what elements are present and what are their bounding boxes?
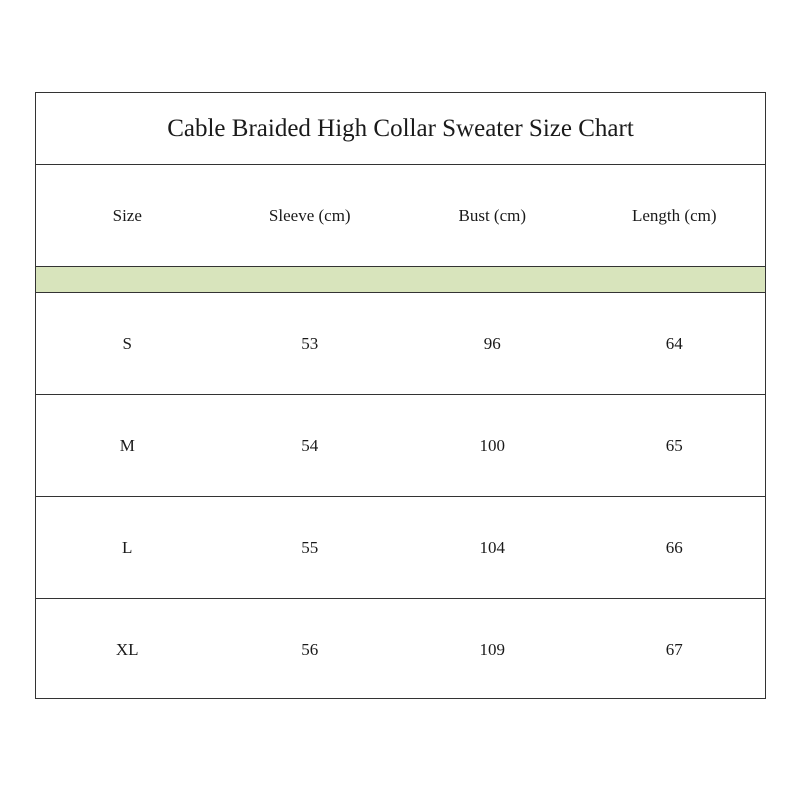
- length-cell: 65: [665, 435, 683, 455]
- sleeve-cell: 56: [301, 639, 319, 659]
- bust-cell: 96: [483, 333, 501, 353]
- bust-cell: 100: [479, 435, 505, 455]
- size-cell: M: [119, 435, 135, 455]
- table-row: [36, 395, 765, 497]
- table-row: [36, 599, 765, 700]
- header-length: Length (cm): [632, 205, 717, 225]
- sleeve-cell: 53: [301, 333, 319, 353]
- length-cell: 66: [665, 537, 683, 557]
- length-cell: 67: [665, 639, 683, 659]
- table-row: [36, 293, 765, 395]
- table-row: [36, 497, 765, 599]
- header-row: [36, 165, 765, 267]
- header-bust: Bust (cm): [458, 205, 527, 225]
- size-cell: S: [122, 333, 132, 353]
- size-cell: XL: [115, 639, 139, 659]
- bust-cell: 109: [479, 639, 505, 659]
- length-cell: 64: [665, 333, 683, 353]
- bust-cell: 104: [479, 537, 505, 557]
- sleeve-cell: 54: [301, 435, 319, 455]
- chart-title: Cable Braided High Collar Sweater Size Chart: [36, 93, 765, 165]
- size-cell: L: [122, 537, 133, 557]
- header-size: Size: [112, 205, 142, 225]
- size-chart-table: [35, 92, 766, 699]
- header-sleeve: Sleeve (cm): [268, 205, 351, 225]
- spacer-band: [36, 267, 765, 293]
- sleeve-cell: 55: [301, 537, 319, 557]
